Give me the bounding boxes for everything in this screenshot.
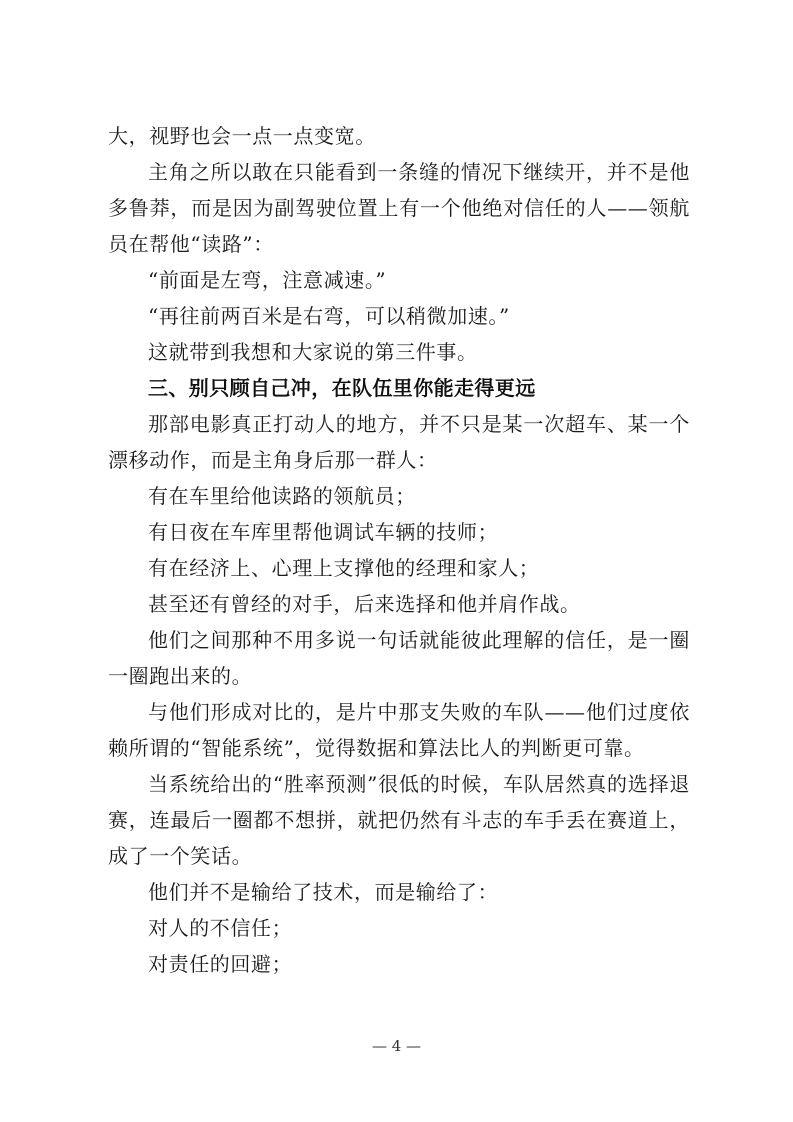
list-paragraph: 有日夜在车库里帮他调试车辆的技师； xyxy=(148,520,499,544)
page-number: — 4 — xyxy=(371,1037,422,1055)
quote-paragraph: “前面是左弯，注意减速。” xyxy=(148,268,387,292)
body-text xyxy=(108,118,690,982)
paragraph: 那部电影真正打动人的地方，并不只是某一次超车、某一个漂移动作，而是主角身后那一群人： xyxy=(108,412,690,472)
paragraph: 这就带到我想和大家说的第三件事。 xyxy=(148,340,478,364)
list-paragraph: 有在经济上、心理上支撑他的经理和家人； xyxy=(148,556,540,580)
list-paragraph: 对人的不信任； xyxy=(148,916,293,940)
list-paragraph: 甚至还有曾经的对手，后来选择和他并肩作战。 xyxy=(148,592,581,616)
section-heading: 三、别只顾自己冲，在队伍里你能走得更远 xyxy=(148,376,536,400)
quote-paragraph: “再往前两百米是右弯，可以稍微加速。” xyxy=(148,304,510,328)
paragraph: 主角之所以敢在只能看到一条缝的情况下继续开，并不是他多鲁莽，而是因为副驾驶位置上有一个他绝对信任的人——领航员在帮他“读路”： xyxy=(108,160,690,256)
paragraph: 当系统给出的“胜率预测”很低的时候，车队居然真的选择退赛，连最后一圈都不想拼，就把仍然有斗志的车手丢在赛道上，成了一个笑话。 xyxy=(108,772,690,868)
paragraph: 他们并不是输给了技术，而是输给了： xyxy=(148,880,499,904)
list-paragraph: 有在车里给他读路的领航员； xyxy=(148,484,416,508)
paragraph: 大，视野也会一点一点变宽。 xyxy=(108,124,376,148)
list-paragraph: 对责任的回避； xyxy=(148,952,293,976)
paragraph: 他们之间那种不用多说一句话就能彼此理解的信任，是一圈一圈跑出来的。 xyxy=(108,628,690,688)
paragraph: 与他们形成对比的，是片中那支失败的车队——他们过度依赖所谓的“智能系统”，觉得数据和算法比人的判断更可靠。 xyxy=(108,700,690,760)
